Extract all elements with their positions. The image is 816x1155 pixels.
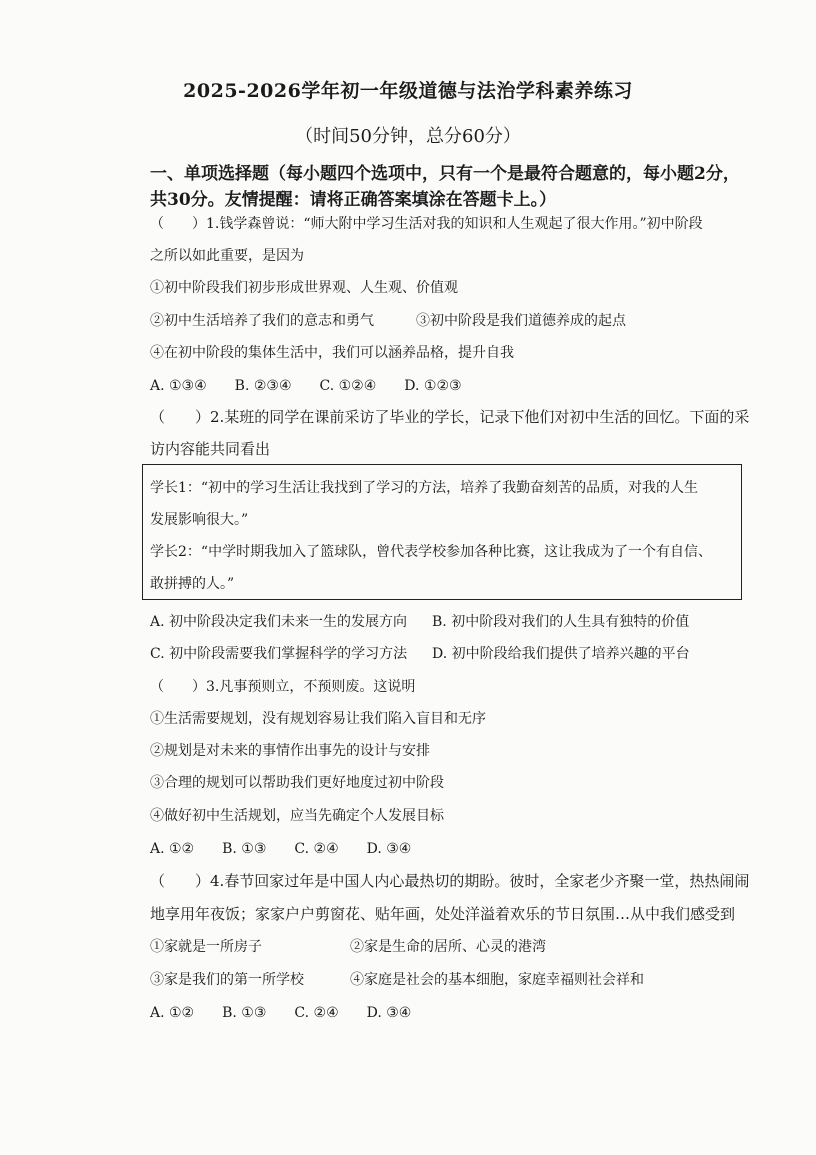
q1-option-2: ②初中生活培养了我们的意志和勇气 [150, 313, 374, 329]
q1-choices: A. ①③④ B. ②③④ C. ①②④ D. ①②③ [150, 378, 462, 394]
q1-option-4: ④在初中阶段的集体生活中，我们可以涵养品格，提升自我 [150, 345, 514, 361]
section-instructions-line2: 共30分。友情提醒：请将正确答案填涂在答题卡上。） [150, 190, 557, 210]
q4-option-3: ③家是我们的第一所学校 [150, 972, 304, 988]
q1-option-1: ①初中阶段我们初步形成世界观、人生观、价值观 [150, 280, 458, 296]
page-title: 2025-2026学年初一年级道德与法治学科素养练习 [183, 80, 633, 102]
quote-1-line2: 发展影响很大。” [150, 512, 249, 528]
q3-option-4: ④做好初中生活规划，应当先确定个人发展目标 [150, 808, 444, 824]
page-subtitle: （时间50分钟，总分60分） [295, 126, 521, 147]
q3-stem: （ ）3.凡事预则立，不预则废。这说明 [150, 679, 416, 695]
q3-option-2: ②规划是对未来的事情作出事先的设计与安排 [150, 743, 430, 759]
q1-stem-line2: 之所以如此重要，是因为 [150, 248, 304, 264]
quote-1-line1: 学长1：“初中的学习生活让我找到了学习的方法，培养了我勤奋刻苦的品质，对我的人生 [150, 480, 699, 496]
quote-2-line2: 敢拼搏的人。” [150, 576, 235, 592]
section-instructions-line1: 一、单项选择题（每小题四个选项中，只有一个是最符合题意的，每小题2分， [150, 164, 740, 184]
q3-choices: A. ①② B. ①③ C. ②④ D. ③④ [150, 841, 412, 857]
q4-option-1: ①家就是一所房子 [150, 939, 262, 955]
quote-2-line1: 学长2：“中学时期我加入了篮球队，曾代表学校参加各种比赛，这让我成为了一个有自信、 [150, 544, 713, 560]
q2-stem-line2: 访内容能共同看出 [150, 440, 271, 458]
q4-option-4: ④家庭是社会的基本细胞，家庭幸福则社会祥和 [350, 972, 644, 988]
q2-option-c: C. 初中阶段需要我们掌握科学的学习方法 [150, 646, 408, 662]
q2-option-a: A. 初中阶段决定我们未来一生的发展方向 [150, 614, 408, 630]
q2-option-d: D. 初中阶段给我们提供了培养兴趣的平台 [432, 646, 690, 662]
q4-stem-line2: 地享用年夜饭；家家户户剪窗花、贴年画，处处洋溢着欢乐的节日氛围…从中我们感受到 [150, 905, 736, 923]
q1-stem-line1: （ ）1.钱学森曾说：“师大附中学习生活对我的知识和人生观起了很大作用。”初中阶段 [150, 216, 703, 232]
q4-option-2: ②家是生命的居所、心灵的港湾 [350, 939, 546, 955]
q4-stem-line1: （ ）4.春节回家过年是中国人内心最热切的期盼。彼时，全家老少齐聚一堂，热热闹闹 [150, 872, 750, 890]
q2-option-b: B. 初中阶段对我们的人生具有独特的价值 [432, 614, 690, 630]
q1-option-3: ③初中阶段是我们道德养成的起点 [416, 313, 626, 329]
q3-option-3: ③合理的规划可以帮助我们更好地度过初中阶段 [150, 775, 444, 791]
q2-stem-line1: （ ）2.某班的同学在课前采访了毕业的学长，记录下他们对初中生活的回忆。下面的采 [150, 408, 750, 426]
q4-choices: A. ①② B. ①③ C. ②④ D. ③④ [150, 1005, 412, 1021]
q3-option-1: ①生活需要规划，没有规划容易让我们陷入盲目和无序 [150, 711, 486, 727]
